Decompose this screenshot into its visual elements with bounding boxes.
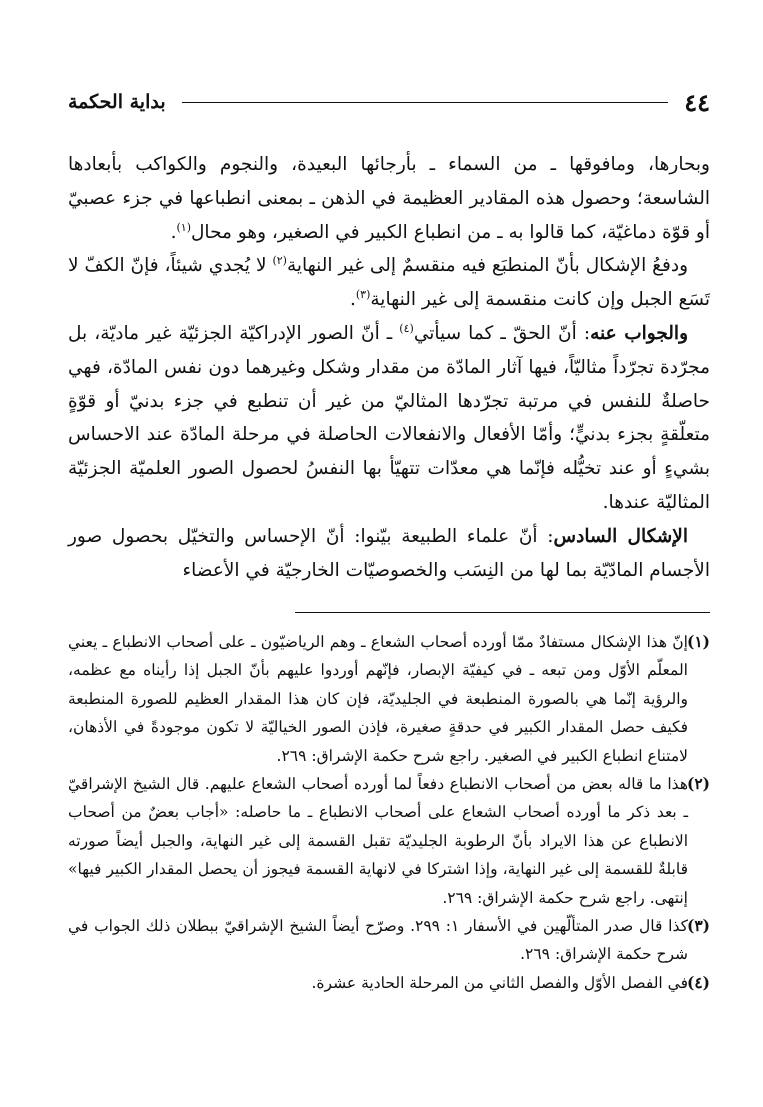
footnote-number: (٤) [686,972,710,992]
paragraph-2-text-b: لا يُجدي شيئاً، فإنّ الكفّ لا تَسَع الجبل وإن كانت منقسمة إلى غير النهاية [68,255,710,311]
paragraph-4-text: : أنّ علماء الطبيعة بيّنوا: أنّ الإحساس والتخيّل بحصول صور الأجسام المادّيّة بما لها من النِسَب والخصوصيّات الخارجيّة في الأعضاء [68,525,710,581]
footnote-text: كذا قال صدر المتألّهين في الأسفار ١: ٢٩٩. وصرّح أيضاً الشيخ الإشراقيّ ببطلان ذلك الجواب في شرح حكمة الإشراق: ٢٦٩. [68,917,688,964]
footnote-1 [68,628,710,770]
paragraph-3-text-a: : أنّ الحقّ ـ كما سيأتي [413,322,591,344]
footnote-ref-2: (٢) [272,254,287,268]
footnote-ref-1: (١) [176,220,191,234]
footnote-4 [68,969,710,997]
paragraph-2-text-a: ودفعُ الإشكال بأنّ المنطبَع فيه منقسمٌ إلى غير النهاية [286,255,689,277]
header-rule [182,102,669,103]
footnote-text: في الفصل الأوّل والفصل الثاني من المرحلة الحادية عشرة. [311,973,688,992]
footnotes [68,628,710,997]
footnote-3 [68,912,710,969]
sixth-objection-lead: الإشكال السادس [553,525,688,547]
footnote-ref-3: (٣) [355,288,371,302]
paragraph-1-text: وبحارها، ومافوقها ـ من السماء ـ بأرجائها البعيدة، والنجوم والكواكب بأبعادها الشاسعة؛ وحصول هذه المقادير العظيمة في الذهن ـ بمعنى انطباعها في جزء عصبيّ أو قوّة دماغيّة، كما قالوا به ـ من انطباع الكبير في الصغير، وهو محال [68,154,710,243]
footnote-number: (١) [686,632,710,651]
footnote-separator [295,612,710,613]
answer-lead: والجواب عنه [590,322,689,344]
footnote-ref-4: (٤) [399,321,414,335]
paragraph-2: ودفعُ الإشكال بأنّ المنطبَع فيه منقسمٌ إلى غير النهاية$^{(٢)}$ لا يُجدي شيئاً، فإنّ الكفّ لا تَسَع الجبل وإن كانت منقسمة إلى غير النهاية$^{(٣)}$. [68,254,710,311]
running-title: بداية الحكمة [68,91,166,113]
paragraph-3-text-b: ـ أنّ الصور الإدراكيّة الجزئيّة غير ماديّة، بل مجرّدة تجرّداً مثاليّاً، فيها آثار المادّة من مقدار وشكل وغيرهما دون نفس المادّة، فهي حاصلةٌ للنفس في مرتبة تجرّدها المثاليّ من غير أن تنطبع في جزء بدنيّ أو قوّةٍ متعلّقةٍ بجزء بدنيٍّ؛ وأمّا الأفعال والانفعالات الحاصلة في مرحلة المادّة عند الاحساس بشيءٍ أو عند تخيُّله فإنّما هي معدّات تتهيّأ بها النفسُ لحصول الصور العلميّة الجزئيّة المثاليّة عندها. [68,322,710,513]
footnote-number: (٣) [686,916,710,936]
page-header [68,84,710,120]
paragraph-3 [68,317,710,520]
paragraph-4 [68,520,710,588]
footnote-text: إنّ هذا الإشكال مستفادٌ ممّا أورده أصحاب الشعاع ـ وهم الرياضيّون ـ على أصحاب الانطباع ـ يعني المعلّم الأوّل ومن تبعه ـ في كيفيّة الإبصار، فإنّهم أوردوا عليهم بأنّ الجبل إذا رأيناه مع عظمه، والرؤية إنّما هي بالصورة المنطبعة في الجليديّة، فإن كان هذا المقدار العظيم للصورة المنطبعة فكيف حصل المقدار الكبير في حدقةٍ صغيرة، فإذن الصور الخياليّة لا تكون موجودةً في الأذهان، لامتناع انطباع الكبير في الصغير. راجع شرح حكمة الإشراق: ٢٦٩. [68,633,688,765]
paragraph-1: وبحارها، ومافوقها ـ من السماء ـ بأرجائها البعيدة، والنجوم والكواكب بأبعادها الشاسعة؛ وحصول هذه المقادير العظيمة في الذهن ـ بمعنى انطباعها في جزء عصبيّ أو قوّة دماغيّة، كما قالوا به ـ من انطباع الكبير في الصغير، وهو محال$^{(١)}$. [68,154,710,243]
main-text [68,148,710,587]
footnote-2 [68,770,710,912]
footnote-number: (٢) [686,774,710,794]
page-number: ٤٤ [684,87,710,117]
footnote-text: هذا ما قاله بعض من أصحاب الانطباع دفعاً لما أورده أصحاب الشعاع عليهم. قال الشيخ الإشراقيّ ـ بعد ذكر ما أورده أصحاب الشعاع على أصحاب الانطباع ـ ما حاصله: «أجاب بعضٌ من أصحاب الانطباع عن هذا الايراد بأنّ الرطوبة الجليديّة تقبل القسمة إلى غير النهاية، والجبل أيضاً صورته قابلةٌ للقسمة إلى غير النهاية، وإذا اشتركا في لانهاية القسمة فيجوز أن يحصل المقدار الكبير فيها» إنتهى. راجع شرح حكمة الإشراق: ٢٦٩. [68,775,688,907]
